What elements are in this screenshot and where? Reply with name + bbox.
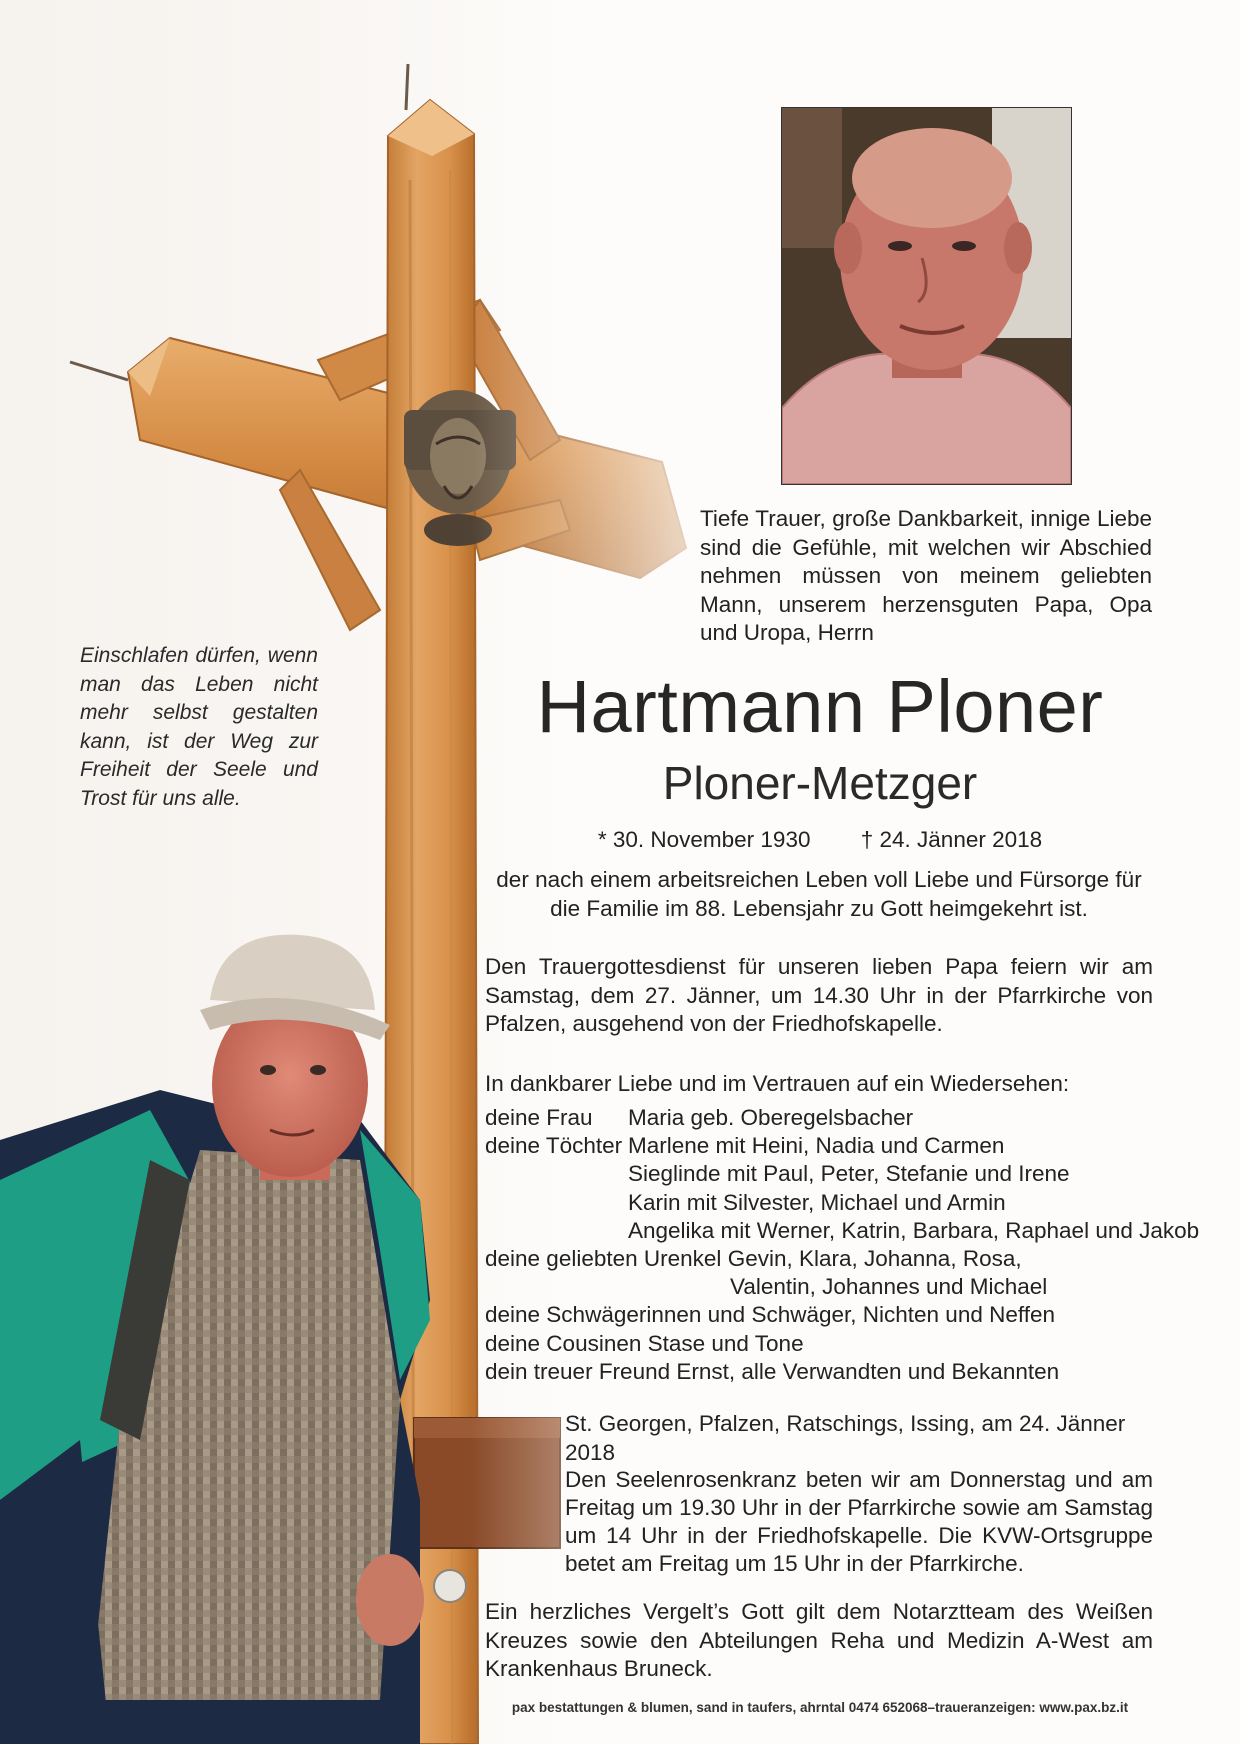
deceased-nickname: Ploner-Metzger [662,757,978,809]
mourner-row [485,1245,1205,1273]
intro-text: Tiefe Trauer, große Dankbarkeit, innige Liebe sind die Gefühle, mit welchen wir Abschied nehmen müssen von meinem geliebten Mann, unserem herzensguten Papa, Opa und Uropa, Herrn [700,506,1152,645]
mourner-row [485,1358,1205,1386]
thanks-text: Ein herzliches Vergelt’s Gott gilt dem Notarztteam des Weißen Kreuzes sowie den Abteilungen Reha und Medizin A-West am Krankenhaus Bruneck. [485,1599,1153,1681]
mourners-intro: In dankbarer Liebe und im Vertrauen auf ein Wiedersehen: [485,1071,1070,1096]
mourner-label: deine Schwägerinnen und Schwäger, Nichten und Neffen [485,1302,1055,1328]
mourner-names: Karin mit Silvester, Michael und Armin [628,1189,1006,1215]
mourner-label [485,1273,730,1301]
mourner-row [485,1189,1205,1217]
mourner-row [485,1132,1205,1160]
mourner-label: dein treuer Freund Ernst, alle Verwandten und Bekannten [485,1358,1060,1384]
mourner-row [485,1217,1205,1245]
birth-date: * 30. November 1930 [597,827,811,852]
mourner-label: deine Frau [485,1105,593,1130]
mourner-row [485,1104,1205,1132]
mourner-label [485,1189,628,1217]
mourners-list [485,1104,1205,1386]
mourner-names: Gevin, Klara, Johanna, Rosa, [727,1246,1022,1272]
rosary-text: Den Seelenrosenkranz beten wir am Donnerstag und am Freitag um 19.30 Uhr in der Pfarrkirche sowie am Samstag um 14 Uhr in der Friedhofskapelle. Die KVW-Ortsgruppe betet am Freitag um 15 Uhr in der Pfarrkirche. [565,1467,1153,1576]
mourner-label: deine Cousinen Stase und Tone [485,1330,804,1356]
place-date: St. Georgen, Pfalzen, Ratschings, Issing, am 24. Jänner 2018 [565,1411,1126,1465]
poem-text: Einschlafen dürfen, wenn man das Leben nicht mehr selbst gestalten kann, ist der Weg zur Freiheit der Seele und Trost für uns alle. [80,644,318,810]
mourner-names: Maria geb. Oberegelsbacher [628,1105,914,1130]
mourner-names: Angelika mit Werner, Katrin, Barbara, Raphael und Jakob [628,1217,1200,1243]
mourner-label: deine Töchter [485,1133,623,1159]
mourner-names: Marlene mit Heini, Nadia und Carmen [628,1133,1005,1159]
portrait-photo [781,107,1072,485]
mourner-row [485,1301,1205,1329]
funeral-service-text: Den Trauergottesdienst für unseren lieben Papa feiern wir am Samstag, dem 27. Jänner, um 14.30 Uhr in der Pfarrkirche von Pfalzen, ausgehend von der Friedhofskapelle. [485,954,1153,1036]
mourner-row [485,1273,1205,1301]
mourner-names: Sieglinde mit Paul, Peter, Stefanie und Irene [628,1161,1070,1187]
death-announcement: der nach einem arbeitsreichen Leben voll Liebe und Fürsorge für die Familie im 88. Lebensjahr zu Gott heimgekehrt ist. [496,867,1142,921]
mourner-names: Valentin, Johannes und Michael [730,1274,1048,1300]
death-date: † 24. Jänner 2018 [860,827,1043,852]
deceased-name: Hartmann Ploner [536,665,1104,748]
mourner-label: deine geliebten Urenkel [485,1246,722,1272]
mourner-label [485,1217,628,1245]
life-dates [500,825,1140,855]
mourner-row [485,1160,1205,1188]
mourner-row [485,1330,1205,1358]
mourner-label [485,1160,628,1188]
footer-credit: pax bestattungen & blumen, sand in taufers, ahrntal 0474 652068–traueranzeigen: www.pax.bz.it [511,1700,1129,1715]
